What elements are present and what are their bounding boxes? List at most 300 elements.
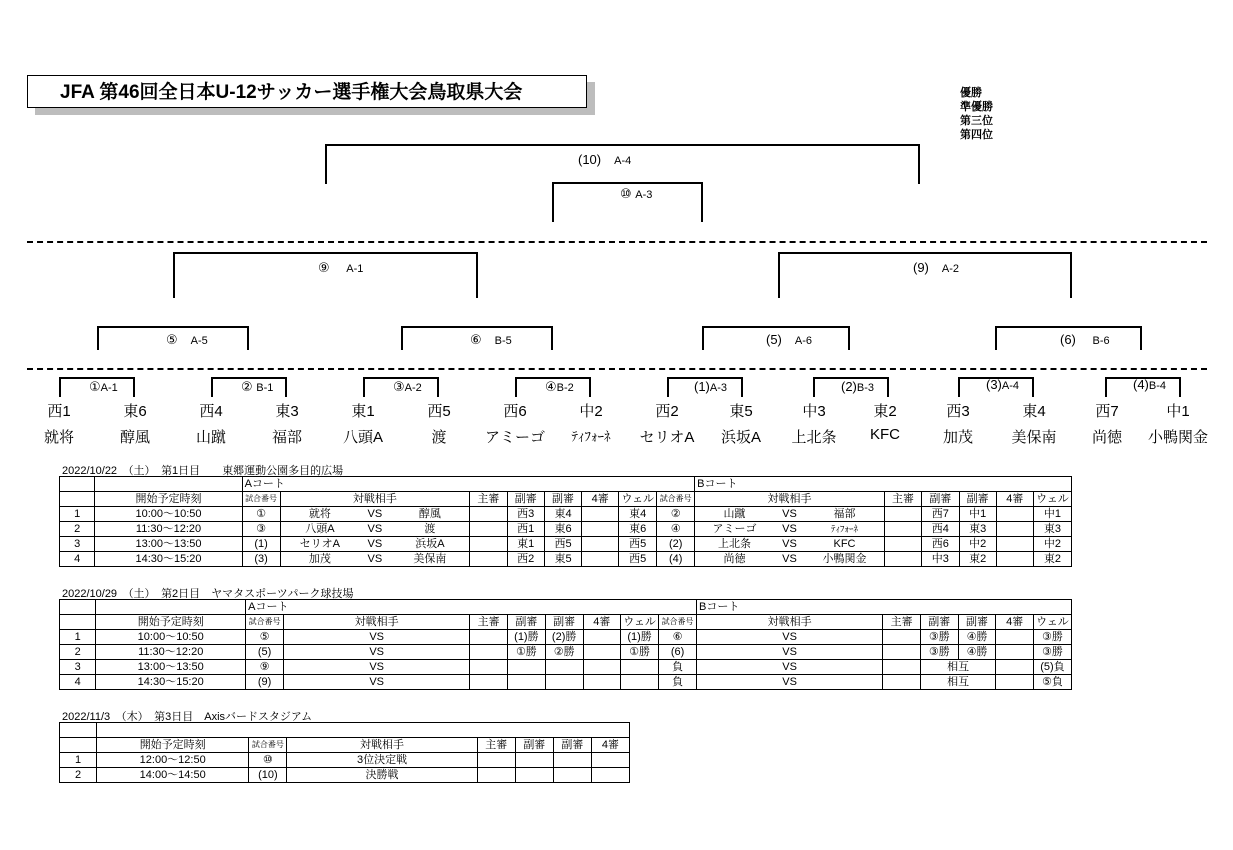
bracket-line [476, 252, 478, 298]
col-assistant: 副審 [515, 738, 553, 753]
wel-cell: ③勝 [1033, 645, 1071, 660]
referee-cell [477, 753, 515, 768]
referee-cell [884, 507, 921, 522]
opponents-cell [280, 507, 470, 522]
day1-schedule-table [59, 476, 1072, 567]
team-name: 山蹴 [195, 429, 226, 446]
table-row [60, 660, 1072, 675]
bracket-line [1032, 377, 1034, 397]
team-seed: 西4 [199, 403, 223, 420]
opponents-cell [695, 507, 885, 522]
team-name: アミーゴ [484, 429, 545, 446]
bracket-line [702, 326, 850, 328]
referee-cell: 西5 [544, 537, 581, 552]
col-assistant: 副審 [507, 492, 544, 507]
team-name: KFC [870, 426, 900, 443]
referee-cell: 西2 [507, 552, 544, 567]
vs-label: VS [782, 508, 797, 520]
team-name: 山蹴 [723, 508, 746, 520]
col-assistant: 副審 [958, 615, 996, 630]
row-number: 3 [60, 660, 96, 675]
team-seed: 中2 [579, 403, 603, 420]
referee-cell [582, 552, 619, 567]
bracket-line [401, 326, 403, 350]
match-number: ③ [242, 522, 280, 537]
vs-label: VS [782, 553, 797, 565]
match-number: ④ [545, 379, 557, 394]
referee-cell: 西3 [507, 507, 544, 522]
weekday-label: （土） [128, 588, 151, 600]
court-label: A-1 [346, 263, 364, 275]
team-name: 尚徳 [723, 553, 746, 565]
col-assistant: 副審 [545, 615, 583, 630]
bracket-line [97, 326, 99, 350]
bracket-line [813, 377, 815, 397]
team-entry [480, 400, 550, 447]
referee-cell: ④勝 [958, 645, 996, 660]
referee-cell: 中1 [959, 507, 996, 522]
referee-cell [883, 660, 921, 675]
referee-cell: 西1 [507, 522, 544, 537]
vs-label: VS [697, 645, 883, 660]
col-fourth: 4審 [591, 738, 629, 753]
table-row [60, 768, 630, 783]
day-label: 第2日目 [161, 588, 201, 600]
referee-cell [582, 537, 619, 552]
referee-cell [582, 507, 619, 522]
bracket-line [173, 252, 478, 254]
page-title: JFA 第46回全日本U-12サッカー選手権大会鳥取県大会 [27, 75, 587, 108]
vs-label: VS [697, 675, 883, 690]
team-seed: 東3 [275, 403, 299, 420]
col-assistant: 副審 [920, 615, 958, 630]
referee-cell [470, 675, 508, 690]
match-number: (1) [694, 379, 710, 394]
team-seed: 東4 [1022, 403, 1046, 420]
table-row [60, 630, 1072, 645]
wel-cell: 中1 [1033, 507, 1071, 522]
round1-match-label [986, 377, 1019, 392]
opponents-cell [280, 537, 470, 552]
team-name: 尚徳 [1091, 429, 1122, 446]
team-name: 上北条 [791, 429, 837, 446]
referee-cell [996, 660, 1034, 675]
referee-cell [470, 630, 508, 645]
wel-cell: 東6 [619, 522, 657, 537]
table-row [60, 675, 1072, 690]
court-label: B-6 [1092, 335, 1110, 347]
rank-winner: 優勝 [960, 87, 982, 99]
wel-cell [621, 660, 659, 675]
wel-cell: ⑤負 [1033, 675, 1071, 690]
divider-line [27, 241, 1207, 243]
table-row [60, 537, 1072, 552]
col-assistant: 副審 [553, 738, 591, 753]
col-chief-referee: 主審 [470, 492, 507, 507]
team-name: アミーゴ [712, 523, 757, 535]
row-number: 1 [60, 507, 95, 522]
team-name: ﾃｨﾌｫｰﾈ [830, 524, 858, 534]
referee-cell [883, 645, 921, 660]
referee-cell [470, 507, 507, 522]
start-time: 12:00〜12:50 [97, 753, 249, 768]
table-row [60, 552, 1072, 567]
row-number: 1 [60, 630, 96, 645]
court-label: A-2 [404, 382, 422, 394]
bracket-line [551, 326, 553, 350]
referee-cell [477, 768, 515, 783]
vs-label: VS [367, 523, 383, 535]
semifinal-label [318, 257, 363, 276]
col-fourth: 4審 [582, 492, 619, 507]
match-number: (3) [986, 377, 1002, 392]
opponents-cell [695, 522, 885, 537]
day-label: 第1日目 [161, 465, 201, 477]
bracket-line [1070, 252, 1072, 298]
day-label: 第3日目 [154, 711, 194, 723]
team-entry [1072, 400, 1142, 447]
referee-cell: 東3 [959, 522, 996, 537]
col-assistant: 副審 [922, 492, 959, 507]
team-seed: 西7 [1095, 403, 1119, 420]
match-number: (4) [657, 552, 695, 567]
col-fourth: 4審 [996, 615, 1034, 630]
row-number: 3 [60, 537, 95, 552]
third-place-match-label [620, 186, 652, 202]
wel-cell: 西5 [619, 537, 657, 552]
wel-cell: (1)勝 [621, 630, 659, 645]
table-header-row [60, 738, 630, 753]
court-label: A-3 [635, 189, 653, 201]
wel-cell: ①勝 [621, 645, 659, 660]
team-entry [923, 400, 993, 447]
referee-cell [996, 645, 1034, 660]
opponents-cell [695, 537, 885, 552]
start-time: 10:00〜10:50 [96, 630, 246, 645]
match-number: ④ [657, 522, 695, 537]
bracket-line [285, 377, 287, 397]
team-seed: 東5 [729, 403, 753, 420]
match-number: ⑤ [166, 332, 178, 347]
referee-cell [583, 645, 621, 660]
start-time: 11:30〜12:20 [95, 522, 242, 537]
match-number: ⑤ [246, 630, 284, 645]
referee-cell: 東1 [507, 537, 544, 552]
wel-cell: 西5 [619, 552, 657, 567]
referee-cell: ③勝 [920, 630, 958, 645]
team-seed: 中3 [802, 403, 826, 420]
row-number: 2 [60, 522, 95, 537]
team-seed: 西3 [946, 403, 970, 420]
referee-cell: ①勝 [508, 645, 546, 660]
team-entry [779, 400, 849, 447]
col-match-no: 試合番号 [249, 738, 287, 753]
referee-cell: 東6 [544, 522, 581, 537]
team-seed: 西2 [655, 403, 679, 420]
bracket-line [701, 182, 703, 222]
bracket-line [848, 326, 850, 350]
col-start-time: 開始予定時刻 [95, 492, 242, 507]
team-seed: 西1 [47, 403, 71, 420]
col-assistant: 副審 [544, 492, 581, 507]
col-assistant: 副審 [959, 492, 996, 507]
quarterfinal-label [470, 329, 512, 348]
court-label: A-5 [190, 335, 208, 347]
date-label: 2022/10/29 [62, 588, 118, 600]
referee-cell [996, 537, 1033, 552]
semifinal-label [913, 257, 959, 276]
vs-label: VS [284, 675, 470, 690]
referee-cell: 東4 [544, 507, 581, 522]
referee-cell [996, 675, 1034, 690]
vs-label: VS [284, 660, 470, 675]
match-number: (6) [1060, 332, 1076, 347]
team-name: セリオA [299, 538, 340, 550]
team-seed: 西6 [503, 403, 527, 420]
rank-list [960, 86, 993, 142]
col-assistant: 副審 [508, 615, 546, 630]
court-label: A-3 [709, 382, 728, 394]
team-entry [999, 400, 1069, 447]
row-number: 2 [60, 768, 97, 783]
referee-cell [883, 675, 921, 690]
rank-runner-up: 準優勝 [960, 101, 993, 113]
vs-label: VS [367, 508, 383, 520]
vs-label: VS [284, 630, 470, 645]
referee-cell: ④勝 [958, 630, 996, 645]
referee-cell: 中2 [959, 537, 996, 552]
start-time: 14:30〜15:20 [95, 552, 242, 567]
court-label: A-2 [941, 263, 960, 275]
match-number: ⑩ [620, 186, 632, 201]
day2-schedule-table [59, 599, 1072, 690]
team-name: 福部 [271, 429, 302, 446]
team-name: ﾃｨﾌｫｰﾈ [571, 429, 611, 444]
court-label: A-6 [794, 335, 813, 347]
team-entry [328, 400, 398, 447]
col-wel: ウェル [619, 492, 657, 507]
match-number: (2) [841, 379, 857, 394]
referee-cell [545, 675, 583, 690]
match-title: 3位決定戦 [287, 753, 477, 768]
col-match-no: 試合番号 [242, 492, 280, 507]
table-row [60, 507, 1072, 522]
team-name: 小鴨関金 [1147, 429, 1208, 446]
table-row [60, 522, 1072, 537]
venue-label: ヤマタスポーツパーク球技場 [211, 588, 354, 600]
court-label: B-4 [1148, 380, 1167, 392]
date-label: 2022/10/22 [62, 465, 118, 477]
bracket-line [325, 144, 920, 146]
referee-cell: ③勝 [920, 645, 958, 660]
team-seed: 東1 [351, 403, 375, 420]
round1-match-label [841, 379, 874, 394]
wel-cell: 東3 [1033, 522, 1071, 537]
row-number: 4 [60, 552, 95, 567]
match-title: 決勝戦 [287, 768, 477, 783]
team-name: 浜坂A [415, 538, 445, 550]
bracket-line [702, 326, 704, 350]
quarterfinal-label [166, 329, 208, 348]
referee-cell: 中3 [922, 552, 959, 567]
col-chief-referee: 主審 [884, 492, 921, 507]
court-label: B-3 [856, 382, 875, 394]
match-number: 負 [659, 660, 697, 675]
referee-cell [545, 660, 583, 675]
match-number: (5) [246, 645, 284, 660]
bracket-line [1179, 377, 1181, 397]
wel-cell: 東2 [1033, 552, 1071, 567]
round1-match-label [1133, 377, 1166, 392]
team-name: 美保南 [413, 553, 447, 565]
referee-cell: 西4 [922, 522, 959, 537]
opponents-cell [280, 552, 470, 567]
col-match-no: 試合番号 [246, 615, 284, 630]
wel-cell [621, 675, 659, 690]
referee-cell [470, 537, 507, 552]
referee-cell [508, 675, 546, 690]
bracket-line [741, 377, 743, 397]
bracket-line [363, 377, 365, 397]
team-entry [632, 400, 702, 447]
row-number: 2 [60, 645, 96, 660]
team-entry [24, 400, 94, 447]
table-row [60, 723, 630, 738]
start-time: 13:00〜13:50 [95, 537, 242, 552]
wel-cell: (5)負 [1033, 660, 1071, 675]
vs-label: VS [367, 553, 383, 565]
venue-label: 東郷運動公園多目的広場 [222, 465, 344, 477]
referee-cell [553, 753, 591, 768]
match-number: ⑥ [659, 630, 697, 645]
a-court-header: Aコート [242, 477, 695, 492]
bracket-line [325, 144, 327, 184]
match-number: (5) [766, 332, 782, 347]
court-label: B-1 [256, 382, 274, 394]
mutual-referee-cell: 相互 [920, 660, 995, 675]
referee-cell [470, 645, 508, 660]
team-entry [252, 400, 322, 447]
team-name: 八頭A [305, 523, 335, 535]
referee-cell: (1)勝 [508, 630, 546, 645]
opponents-cell [280, 522, 470, 537]
col-chief-referee: 主審 [477, 738, 515, 753]
bracket-line [133, 377, 135, 397]
match-number: (9) [246, 675, 284, 690]
match-number: (3) [242, 552, 280, 567]
court-label: B-5 [494, 335, 512, 347]
start-time: 13:00〜13:50 [96, 660, 246, 675]
referee-cell [583, 660, 621, 675]
referee-cell: 西6 [922, 537, 959, 552]
vs-label: VS [284, 645, 470, 660]
referee-cell [553, 768, 591, 783]
bracket-line [552, 182, 554, 222]
referee-cell [470, 660, 508, 675]
table-row [60, 600, 1072, 615]
wel-cell: 東4 [619, 507, 657, 522]
referee-cell: 東2 [959, 552, 996, 567]
match-number: ⑨ [318, 260, 330, 275]
bracket-line [515, 377, 517, 397]
referee-cell [583, 630, 621, 645]
table-header-row [60, 492, 1072, 507]
col-wel: ウェル [621, 615, 659, 630]
team-name: 就将 [308, 508, 331, 520]
col-match-no: 試合番号 [659, 615, 697, 630]
referee-cell [884, 522, 921, 537]
team-name: 醇風 [119, 429, 150, 446]
referee-cell [583, 675, 621, 690]
team-name: 醇風 [418, 508, 441, 520]
weekday-label: （木） [121, 711, 144, 723]
team-name: セリオA [639, 429, 695, 446]
opponents-cell [695, 552, 885, 567]
bracket-line [1140, 326, 1142, 350]
referee-cell [884, 552, 921, 567]
team-name: 美保南 [1011, 429, 1057, 446]
match-number: ② [657, 507, 695, 522]
vs-label: VS [367, 538, 383, 550]
col-wel: ウェル [1033, 492, 1071, 507]
vs-label: VS [697, 630, 883, 645]
referee-cell: ②勝 [545, 645, 583, 660]
match-number: ⑩ [249, 753, 287, 768]
bracket-line [958, 377, 960, 397]
court-label: A-4 [1001, 380, 1020, 392]
referee-cell [515, 753, 553, 768]
rank-third: 第三位 [960, 115, 993, 127]
col-opponents: 対戦相手 [284, 615, 470, 630]
team-entry [100, 400, 170, 447]
round1-match-label [545, 379, 574, 395]
bracket-line [918, 144, 920, 184]
b-court-header: Bコート [697, 600, 1072, 615]
team-entry [404, 400, 474, 447]
court-label: A-4 [614, 155, 632, 167]
match-number: ⑥ [470, 332, 482, 347]
vs-label: VS [782, 523, 797, 535]
bracket-line [552, 182, 703, 184]
col-chief-referee: 主審 [883, 615, 921, 630]
date-label: 2022/11/3 [62, 711, 111, 723]
col-match-no: 試合番号 [657, 492, 695, 507]
match-number: (2) [657, 537, 695, 552]
wel-cell: 中2 [1033, 537, 1071, 552]
match-number: (6) [659, 645, 697, 660]
col-opponents: 対戦相手 [280, 492, 470, 507]
col-fourth: 4審 [583, 615, 621, 630]
bracket-line [97, 326, 249, 328]
team-name: 加茂 [942, 429, 973, 446]
referee-cell: 西7 [922, 507, 959, 522]
start-time: 14:00〜14:50 [97, 768, 249, 783]
referee-cell [996, 522, 1033, 537]
court-label: A-1 [100, 382, 118, 394]
referee-cell [582, 522, 619, 537]
b-court-header: Bコート [695, 477, 1072, 492]
start-time: 10:00〜10:50 [95, 507, 242, 522]
divider-line [27, 368, 1207, 370]
team-entry [706, 400, 776, 447]
team-name: 渡 [424, 523, 436, 535]
table-row [60, 645, 1072, 660]
col-start-time: 開始予定時刻 [96, 615, 246, 630]
table-row [60, 477, 1072, 492]
col-opponents: 対戦相手 [697, 615, 883, 630]
round1-match-label [393, 379, 422, 395]
bracket-line [1105, 377, 1107, 397]
